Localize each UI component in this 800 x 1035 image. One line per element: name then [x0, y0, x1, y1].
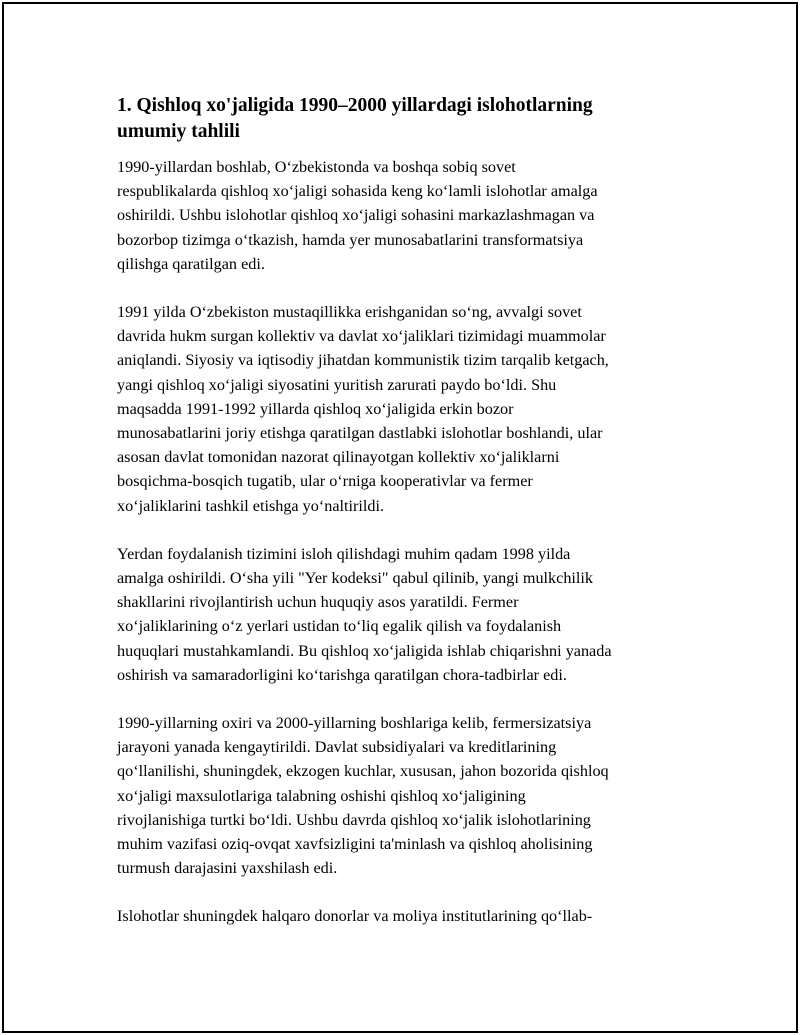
- text-line: 1991 yilda O‘zbekiston mustaqillikka erishganidan so‘ng, avvalgi sovet: [117, 303, 582, 322]
- section-heading: [117, 93, 677, 145]
- text-line: qo‘llanilishi, shuningdek, ekzogen kuchlar, xususan, jahon bozorida qishloq: [117, 762, 609, 781]
- text-line: 1990-yillarning oxiri va 2000-yillarning boshlariga kelib, fermersizatsiya: [117, 714, 592, 733]
- text-line: respublikalarda qishloq xo‘jaligi sohasida keng ko‘lamli islohotlar amalga: [117, 182, 598, 201]
- text-line: Islohotlar shuningdek halqaro donorlar va moliya institutlarining qo‘llab-: [117, 907, 593, 926]
- text-line: Yerdan foydalanish tizimini isloh qilishdagi muhim qadam 1998 yilda: [117, 544, 571, 563]
- text-line: yangi qishloq xo‘jaligi siyosatini yuritish zarurati paydo bo‘ldi. Shu: [117, 375, 557, 394]
- text-line: bosqichma-bosqich tugatib, ular o‘rniga kooperativlar va fermer: [117, 472, 533, 491]
- text-line: muhim vazifasi oziq-ovqat xavfsizligini ta'minlash va qishloq aholisining: [117, 835, 593, 854]
- text-line: xo‘jaliklarining o‘z yerlari ustidan to‘liq egalik qilish va foydalanish: [117, 617, 562, 636]
- text-line: munosabatlarini joriy etishga qaratilgan dastlabki islohotlar boshlandi, ular: [117, 424, 603, 443]
- text-line: maqsadda 1991-1992 yillarda qishloq xo‘jaligida erkin bozor: [117, 399, 514, 418]
- text-line: huquqlari mustahkamlandi. Bu qishloq xo‘jaligida ishlab chiqarishni yanada: [117, 641, 612, 660]
- text-line: aniqlandi. Siyosiy va iqtisodiy jihatdan kommunistik tizim tarqalib ketgach,: [117, 351, 609, 370]
- paragraph: [117, 155, 677, 276]
- text-line: asosan davlat tomonidan nazorat qilinayotgan kollektiv xo‘jaliklarni: [117, 448, 560, 467]
- heading-line: 1. Qishloq xo'jaligida 1990–2000 yillardagi islohotlarning: [117, 95, 593, 116]
- paragraph: [117, 711, 677, 880]
- paragraph: [117, 300, 677, 518]
- text-line: 1990-yillardan boshlab, O‘zbekistonda va boshqa sobiq sovet: [117, 158, 516, 176]
- heading-line: umumiy tahlili: [117, 121, 240, 142]
- text-line: qilishga qaratilgan edi.: [117, 254, 265, 273]
- text-line: turmush darajasini yaxshilash edi.: [117, 859, 338, 878]
- text-line: davrida hukm surgan kollektiv va davlat xo‘jaliklari tizimidagi muammolar: [117, 327, 606, 346]
- text-line: xo‘jaliklarini tashkil etishga yo‘naltirildi.: [117, 496, 385, 515]
- text-line: rivojlanishiga turtki bo‘ldi. Ushbu davrda qishloq xo‘jalik islohotlarining: [117, 810, 591, 829]
- text-line: shakllarini rivojlantirish uchun huquqiy asos yaratildi. Fermer: [117, 593, 519, 612]
- text-line: oshirish va samaradorligini ko‘tarishga qaratilgan chora-tadbirlar edi.: [117, 665, 567, 684]
- document-body: [117, 93, 677, 953]
- text-line: amalga oshirildi. O‘sha yili "Yer kodeksi" qabul qilinib, yangi mulkchilik: [117, 569, 594, 588]
- text-line: jarayoni yanada kengaytirildi. Davlat subsidiyalari va kreditlarining: [117, 738, 557, 757]
- text-line: bozorbop tizimga o‘tkazish, hamda yer munosabatlarini transformatsiya: [117, 230, 584, 249]
- text-line: oshirildi. Ushbu islohotlar qishloq xo‘jaligi sohasini markazlashmagan va: [117, 206, 595, 225]
- paragraph: [117, 904, 677, 928]
- paragraph: [117, 542, 677, 687]
- text-line: xo‘jaligi maxsulotlariga talabning oshishi qishloq xo‘jaligining: [117, 786, 526, 805]
